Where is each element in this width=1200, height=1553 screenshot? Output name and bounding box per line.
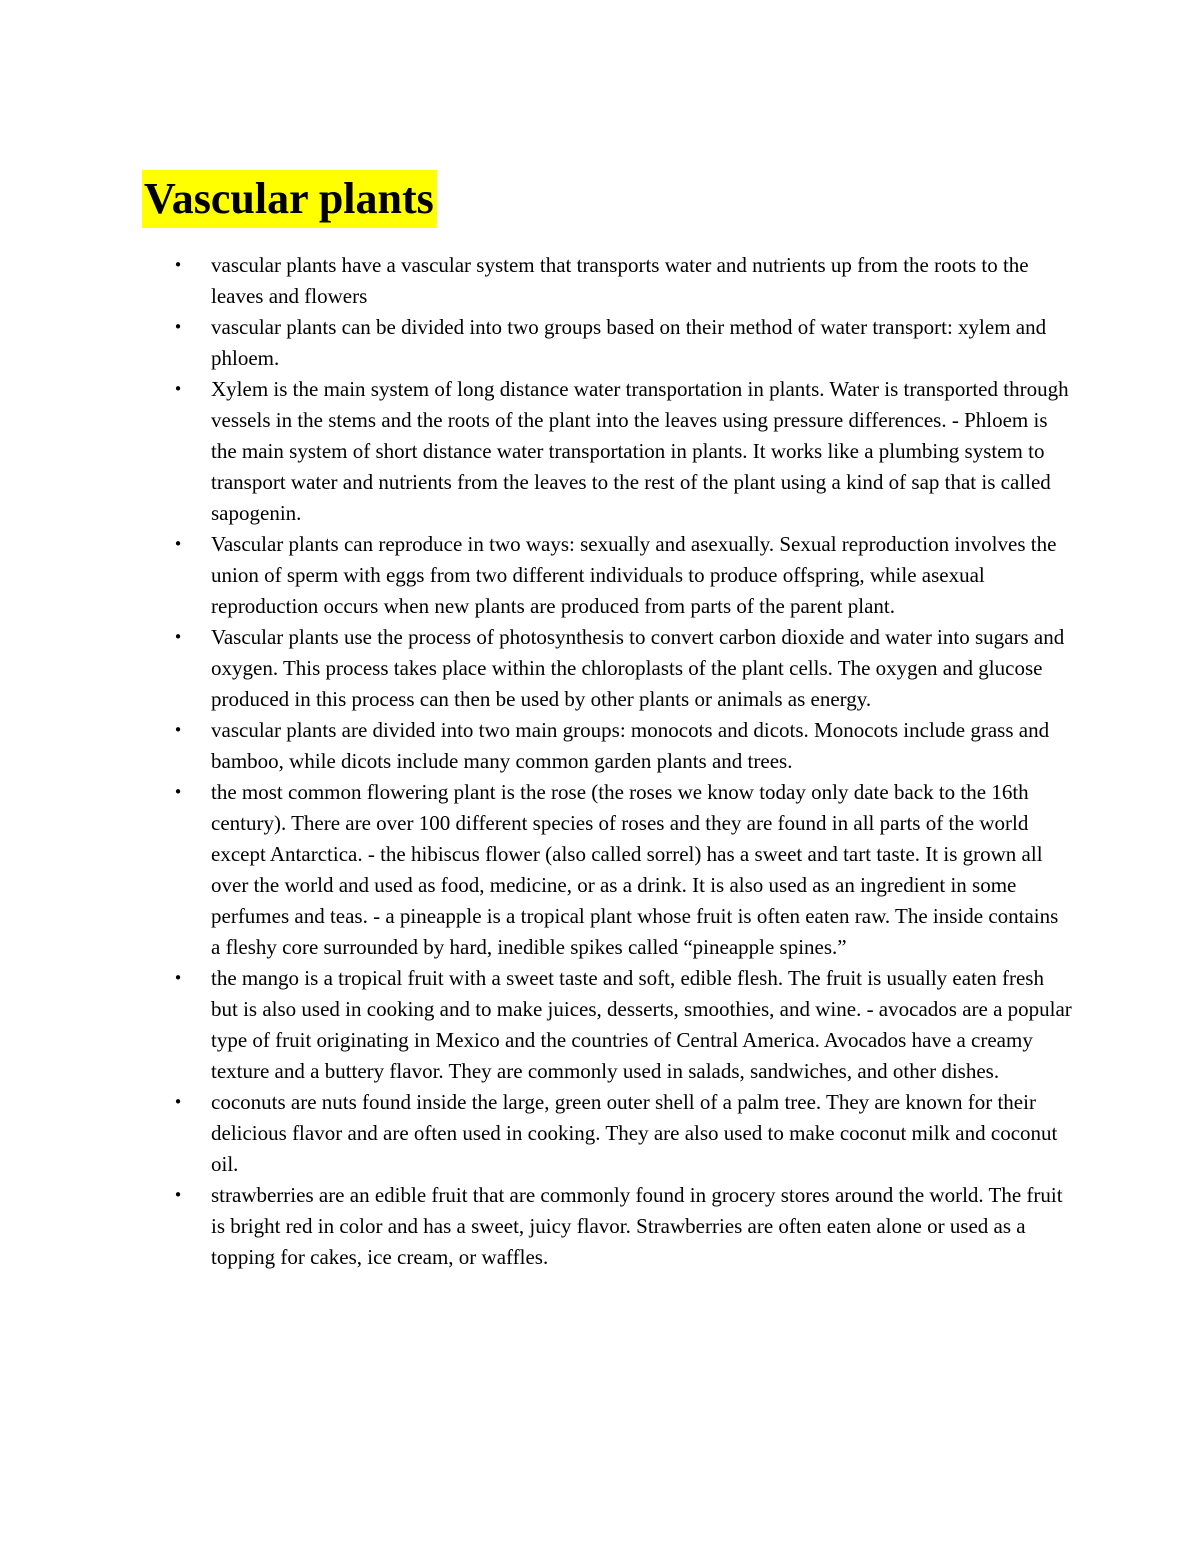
list-item — [142, 715, 1072, 777]
bullet-icon: • — [173, 1093, 183, 1111]
list-item — [142, 250, 1072, 312]
list-item — [142, 1087, 1072, 1180]
bullet-icon: • — [173, 318, 183, 336]
bullet-icon: • — [173, 628, 183, 646]
list-item-text: Xylem is the main system of long distance water transportation in plants. Water is transported through vessels in the stems and the roots of the plant into the leaves using pressure differences. - Phloem is the main system of short distance water transportation in plants. It works like a plumbing system to transport water and nutrients from the leaves to the rest of the plant using a kind of sap that is called sapogenin. — [211, 377, 1069, 525]
list-item-text: the most common flowering plant is the rose (the roses we know today only date back to the 16th century). There are over 100 different species of roses and they are found in all parts of the world except Antarctica. - the hibiscus flower (also called sorrel) has a sweet and tart taste. It is grown all over the world and used as food, medicine, or as a drink. It is also used as an ingredient in some perfumes and teas. - a pineapple is a tropical plant whose fruit is often eaten raw. The inside contains a fleshy core surrounded by hard, inedible spikes called “pineapple spines.” — [211, 780, 1059, 959]
list-item — [142, 963, 1072, 1087]
title-container — [142, 170, 437, 228]
list-item-text: the mango is a tropical fruit with a sweet taste and soft, edible flesh. The fruit is usually eaten fresh but is also used in cooking and to make juices, desserts, smoothies, and wine. - avocados are a popular type of fruit originating in Mexico and the countries of Central America. Avocados have a creamy texture and a buttery flavor. They are commonly used in salads, sandwiches, and other dishes. — [211, 966, 1072, 1083]
list-item — [142, 312, 1072, 374]
list-item-text: vascular plants have a vascular system that transports water and nutrients up from the roots to the leaves and flowers — [211, 253, 1029, 308]
list-item — [142, 1180, 1072, 1273]
list-item-text: coconuts are nuts found inside the large, green outer shell of a palm tree. They are known for their delicious flavor and are often used in cooking. They are also used to make coconut milk and coconut oil. — [211, 1090, 1058, 1176]
bullet-icon: • — [173, 1186, 183, 1204]
bullet-icon: • — [173, 721, 183, 739]
bullet-icon: • — [173, 535, 183, 553]
list-item-text: Vascular plants use the process of photosynthesis to convert carbon dioxide and water into sugars and oxygen. This process takes place within the chloroplasts of the plant cells. The oxygen and glucose produced in this process can then be used by other plants or animals as energy. — [211, 625, 1065, 711]
list-item — [142, 374, 1072, 529]
list-item — [142, 529, 1072, 622]
list-item — [142, 622, 1072, 715]
bullet-icon: • — [173, 969, 183, 987]
bullet-icon: • — [173, 380, 183, 398]
bullet-icon: • — [173, 256, 183, 274]
list-item-text: vascular plants are divided into two main groups: monocots and dicots. Monocots include grass and bamboo, while dicots include many common garden plants and trees. — [211, 718, 1050, 773]
list-item-text: strawberries are an edible fruit that are commonly found in grocery stores around the world. The fruit is bright red in color and has a sweet, juicy flavor. Strawberries are often eaten alone or used as a topping for cakes, ice cream, or waffles. — [211, 1183, 1063, 1269]
page-title: Vascular plants — [142, 170, 437, 228]
list-item-text: Vascular plants can reproduce in two ways: sexually and asexually. Sexual reproduction involves the union of sperm with eggs from two different individuals to produce offspring, while asexual reproduction occurs when new plants are produced from parts of the parent plant. — [211, 532, 1057, 618]
bullet-list — [142, 250, 1072, 1273]
list-item — [142, 777, 1072, 963]
list-item-text: vascular plants can be divided into two groups based on their method of water transport: xylem and phloem. — [211, 315, 1047, 370]
bullet-icon: • — [173, 783, 183, 801]
